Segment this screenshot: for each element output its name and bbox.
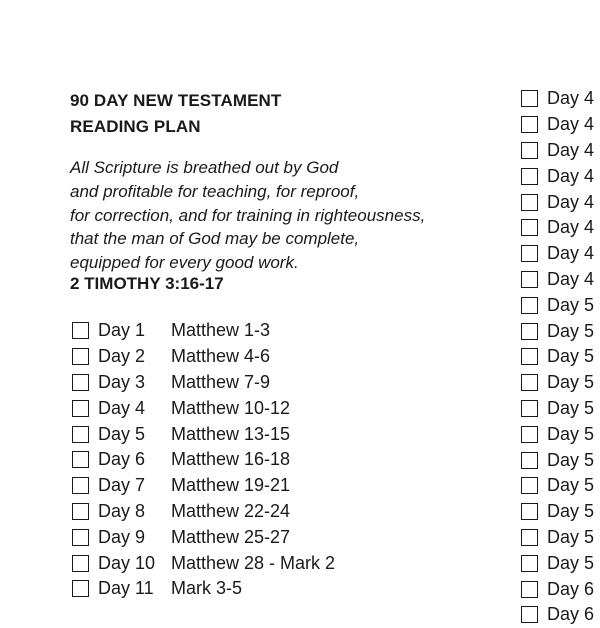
day-checkbox[interactable] <box>521 116 538 133</box>
reading-passage: Matthew 28 - Mark 2 <box>171 552 336 573</box>
reading-row <box>521 473 594 499</box>
reading-row <box>521 602 594 628</box>
reading-row <box>72 499 335 525</box>
scripture-quote <box>70 156 425 275</box>
reading-row <box>521 267 594 293</box>
day-label: Day 4 <box>547 139 595 160</box>
day-checkbox[interactable] <box>72 374 89 391</box>
reading-row <box>521 86 594 112</box>
day-checkbox[interactable] <box>521 194 538 211</box>
day-checkbox[interactable] <box>72 529 89 546</box>
reading-row <box>521 292 594 318</box>
quote-line: All Scripture is breathed out by God <box>70 158 339 177</box>
plan-title <box>70 88 281 140</box>
day-label: Day 3 <box>98 371 146 392</box>
reading-passage: Mark 3-5 <box>171 578 243 599</box>
day-checkbox[interactable] <box>72 400 89 417</box>
day-checkbox[interactable] <box>521 323 538 340</box>
day-checkbox[interactable] <box>72 426 89 443</box>
reading-row <box>521 318 594 344</box>
quote-line: for correction, and for training in righteousness, <box>70 205 426 225</box>
day-label: Day 10 <box>98 552 156 573</box>
reading-row <box>72 473 335 499</box>
reading-row <box>521 344 594 370</box>
day-checkbox[interactable] <box>521 581 538 598</box>
day-checkbox[interactable] <box>521 168 538 185</box>
day-checkbox[interactable] <box>521 90 538 107</box>
day-checkbox[interactable] <box>72 555 89 572</box>
reading-row <box>72 395 335 421</box>
day-label: Day 7 <box>98 475 146 496</box>
reading-row <box>521 112 594 138</box>
reading-row <box>521 163 594 189</box>
day-label: Day 8 <box>98 500 146 521</box>
quote-line: equipped for every good work. <box>70 253 299 273</box>
reading-passage: Matthew 19-21 <box>171 475 291 496</box>
reading-row <box>521 396 594 422</box>
day-label: Day 4 <box>547 217 595 238</box>
quote-line: and profitable for teaching, for reproof, <box>70 181 360 201</box>
reading-row <box>72 421 335 447</box>
reading-row <box>72 576 335 602</box>
day-checkbox[interactable] <box>72 580 89 597</box>
reading-row <box>521 189 594 215</box>
reading-row <box>521 138 594 164</box>
reading-row <box>521 370 594 396</box>
reading-passage: Matthew 25-27 <box>171 526 291 547</box>
reading-row <box>521 525 594 551</box>
reading-passage: Matthew 4-6 <box>171 346 271 367</box>
day-checkbox[interactable] <box>521 297 538 314</box>
day-label: Day 9 <box>98 526 146 547</box>
day-checkbox[interactable] <box>521 271 538 288</box>
day-label: Day 5 <box>547 423 595 444</box>
day-label: Day 11 <box>98 578 154 599</box>
day-checkbox[interactable] <box>72 348 89 365</box>
day-label: Day 5 <box>547 397 595 418</box>
day-label: Day 5 <box>547 526 595 547</box>
day-label: Day 1 <box>98 320 146 341</box>
day-checkbox[interactable] <box>72 322 89 339</box>
day-checkbox[interactable] <box>521 503 538 520</box>
day-checkbox[interactable] <box>72 451 89 468</box>
scripture-reference: 2 TIMOTHY 3:16-17 <box>70 274 224 293</box>
reading-passage: Matthew 16-18 <box>171 449 291 470</box>
reading-list-left <box>72 318 335 602</box>
day-checkbox[interactable] <box>72 503 89 520</box>
reading-row <box>72 447 335 473</box>
day-checkbox[interactable] <box>521 426 538 443</box>
reading-passage: Matthew 10-12 <box>171 397 291 418</box>
reading-row <box>72 370 335 396</box>
day-label: Day 4 <box>547 191 595 212</box>
reading-row <box>521 421 594 447</box>
day-checkbox[interactable] <box>521 142 538 159</box>
day-checkbox[interactable] <box>521 219 538 236</box>
reading-passage: Matthew 7-9 <box>171 371 271 392</box>
day-checkbox[interactable] <box>521 245 538 262</box>
reading-row <box>521 550 594 576</box>
reading-row <box>72 524 335 550</box>
day-checkbox[interactable] <box>521 400 538 417</box>
reading-row <box>72 344 335 370</box>
day-label: Day 5 <box>98 423 146 444</box>
day-label: Day 5 <box>547 372 595 393</box>
reading-row <box>72 318 335 344</box>
quote-line: that the man of God may be complete, <box>70 229 360 249</box>
reading-row <box>521 576 594 602</box>
reading-passage: Matthew 13-15 <box>171 423 291 444</box>
reading-passage: Matthew 1-3 <box>171 320 271 341</box>
day-label: Day 4 <box>547 88 595 109</box>
day-label: Day 4 <box>547 268 595 289</box>
reading-list-right <box>521 86 594 628</box>
reading-row <box>521 241 594 267</box>
day-label: Day 5 <box>547 501 595 522</box>
day-label: Day 6 <box>547 578 595 599</box>
day-label: Day 5 <box>547 320 595 341</box>
plan-title-line-2: READING PLAN <box>70 117 201 136</box>
reading-row <box>521 447 594 473</box>
day-label: Day 4 <box>547 243 595 264</box>
day-label: Day 5 <box>547 552 595 573</box>
reading-row <box>521 499 594 525</box>
day-label: Day 6 <box>547 604 595 625</box>
day-label: Day 4 <box>98 397 146 418</box>
reading-row <box>521 215 594 241</box>
day-label: Day 5 <box>547 346 595 367</box>
day-checkbox[interactable] <box>521 374 538 391</box>
plan-title-line-1: 90 DAY NEW TESTAMENT <box>70 91 282 110</box>
day-label: Day 6 <box>98 449 146 470</box>
day-label: Day 5 <box>547 475 595 496</box>
day-label: Day 4 <box>547 165 595 186</box>
day-checkbox[interactable] <box>521 555 538 572</box>
day-label: Day 2 <box>98 346 146 367</box>
day-checkbox[interactable] <box>521 606 538 623</box>
day-checkbox[interactable] <box>521 477 538 494</box>
day-checkbox[interactable] <box>521 452 538 469</box>
day-label: Day 5 <box>547 294 595 315</box>
day-label: Day 5 <box>547 449 595 470</box>
day-checkbox[interactable] <box>72 477 89 494</box>
reading-row <box>72 550 335 576</box>
day-checkbox[interactable] <box>521 348 538 365</box>
day-label: Day 4 <box>547 114 595 135</box>
day-checkbox[interactable] <box>521 529 538 546</box>
reading-passage: Matthew 22-24 <box>171 500 291 521</box>
